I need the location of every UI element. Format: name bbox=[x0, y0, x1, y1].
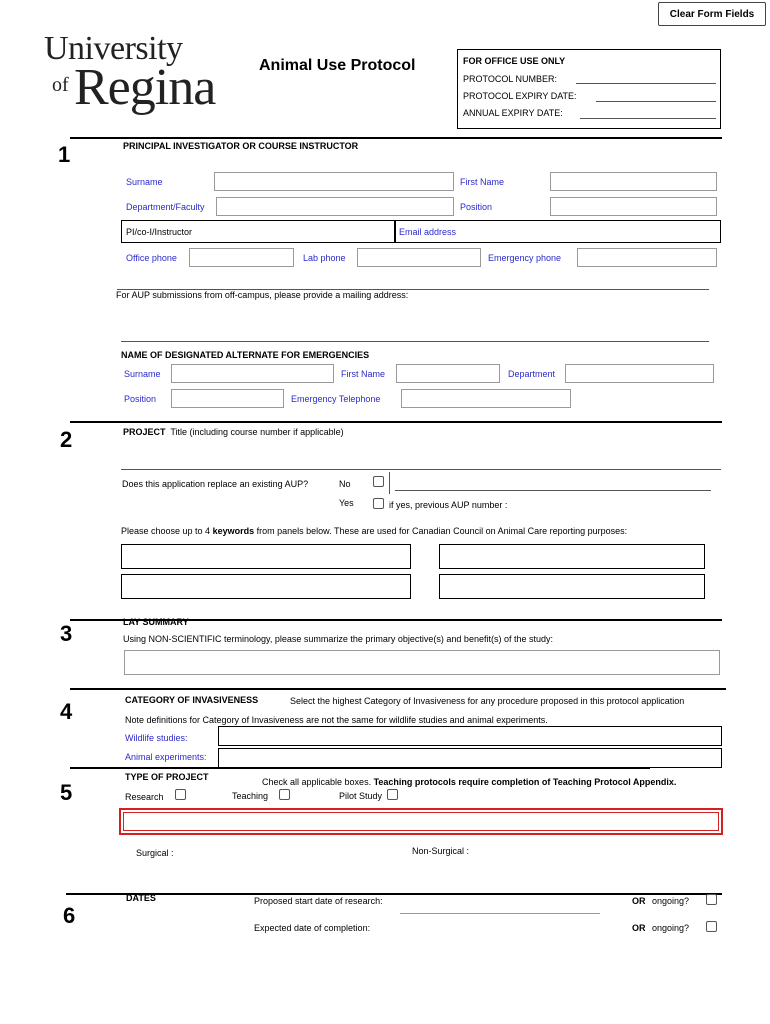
pi-position-input[interactable] bbox=[550, 197, 717, 216]
alt-emergency-tel-input[interactable] bbox=[401, 389, 571, 408]
teaching-label: Teaching bbox=[232, 791, 269, 801]
keywords-pre: Please choose up to 4 bbox=[121, 526, 213, 536]
section-number-6: 6 bbox=[63, 903, 76, 928]
logo-line2: Regina bbox=[74, 59, 216, 116]
alt-position-input[interactable] bbox=[171, 389, 284, 408]
replace-divider bbox=[389, 472, 390, 494]
pilot-study-checkbox[interactable] bbox=[387, 789, 398, 800]
project-title-hint: Title (including course number if applicable) bbox=[170, 427, 344, 437]
section-number-5: 5 bbox=[60, 780, 73, 805]
project-label: PROJECT bbox=[123, 427, 166, 437]
project-title-rule bbox=[121, 469, 721, 470]
invasiveness-heading: CATEGORY OF INVASIVENESS bbox=[125, 695, 259, 705]
pi-email-input[interactable] bbox=[395, 220, 721, 243]
animal-experiments-label: Animal experiments: bbox=[125, 752, 207, 762]
keyword-select-4[interactable] bbox=[439, 574, 705, 599]
project-type-instruction bbox=[262, 777, 676, 787]
office-use-box bbox=[457, 49, 721, 129]
start-or: OR bbox=[632, 896, 646, 906]
keywords-bold: keywords bbox=[212, 526, 255, 536]
mailing-bottom-rule bbox=[121, 341, 709, 342]
emergency-phone-label: Emergency phone bbox=[488, 253, 562, 263]
pi-department-input[interactable] bbox=[216, 197, 454, 216]
lay-summary-prompt: Using NON-SCIENTIFIC terminology, please summarize the primary objective(s) and benefit(s) of the study: bbox=[123, 634, 553, 644]
alt-surname-label: Surname bbox=[124, 369, 161, 379]
office-phone-input[interactable] bbox=[189, 248, 294, 267]
wildlife-select[interactable] bbox=[218, 726, 722, 746]
start-date-input[interactable] bbox=[400, 900, 600, 914]
completion-date-label: Expected date of completion: bbox=[254, 923, 371, 933]
lab-phone-input[interactable] bbox=[357, 248, 481, 267]
replace-rule bbox=[395, 490, 711, 491]
project-type-pre: Check all applicable boxes. bbox=[262, 777, 374, 787]
alt-first-name-input[interactable] bbox=[396, 364, 500, 383]
keyword-select-3[interactable] bbox=[121, 574, 411, 599]
alt-emergency-tel-label: Emergency Telephone bbox=[291, 394, 381, 404]
project-type-bold: Teaching protocols require completion of Teaching Protocol Appendix. bbox=[373, 777, 677, 787]
completion-ongoing-checkbox[interactable] bbox=[706, 921, 717, 932]
section-5-rule bbox=[70, 767, 650, 769]
keywords-post: from panels below. These are used for Canadian Council on Animal Care reporting purposes: bbox=[254, 526, 628, 536]
mailing-address-input[interactable] bbox=[117, 301, 709, 341]
alt-position-label: Position bbox=[124, 394, 157, 404]
lay-summary-input[interactable] bbox=[124, 650, 720, 675]
mailing-note: For AUP submissions from off-campus, please provide a mailing address: bbox=[116, 290, 409, 300]
pi-email-label: Email address bbox=[399, 227, 457, 237]
logo-of: of bbox=[52, 74, 69, 96]
invasiveness-instruction: Select the highest Category of Invasiveness for any procedure proposed in this protocol application bbox=[290, 696, 685, 706]
start-date-label: Proposed start date of research: bbox=[254, 896, 383, 906]
pilot-study-label: Pilot Study bbox=[339, 791, 383, 801]
prev-aup-label: if yes, previous AUP number : bbox=[389, 500, 508, 510]
pi-first-name-input[interactable] bbox=[550, 172, 717, 191]
lay-summary-heading: LAY SUMMARY bbox=[123, 617, 189, 627]
replace-no-label: No bbox=[339, 479, 351, 489]
teaching-checkbox[interactable] bbox=[279, 789, 290, 800]
logo-line1: University bbox=[44, 30, 183, 67]
alt-department-input[interactable] bbox=[565, 364, 714, 383]
pi-department-label: Department/Faculty bbox=[126, 202, 205, 212]
section-number-3: 3 bbox=[60, 621, 73, 646]
clear-form-button[interactable]: Clear Form Fields bbox=[658, 2, 766, 26]
project-type-required-input[interactable] bbox=[119, 808, 723, 835]
office-phone-label: Office phone bbox=[126, 253, 177, 263]
replace-no-checkbox[interactable] bbox=[373, 476, 384, 487]
pi-role-select[interactable] bbox=[121, 220, 395, 243]
replace-question: Does this application replace an existing AUP? bbox=[122, 479, 309, 489]
keyword-select-1[interactable] bbox=[121, 544, 411, 569]
section-number-4: 4 bbox=[60, 699, 73, 724]
protocol-number-field[interactable] bbox=[576, 83, 716, 84]
research-label: Research bbox=[125, 792, 164, 802]
pi-role-value: PI/co-I/Instructor bbox=[126, 227, 193, 237]
section-number-1: 1 bbox=[58, 142, 71, 167]
emergency-phone-input[interactable] bbox=[577, 248, 717, 267]
section-1-rule bbox=[70, 137, 722, 139]
pi-heading: PRINCIPAL INVESTIGATOR OR COURSE INSTRUCTOR bbox=[123, 141, 359, 151]
replace-yes-checkbox[interactable] bbox=[373, 498, 384, 509]
alternate-heading: NAME OF DESIGNATED ALTERNATE FOR EMERGENCIES bbox=[121, 350, 370, 360]
replace-yes-label: Yes bbox=[339, 498, 354, 508]
pi-surname-input[interactable] bbox=[214, 172, 454, 191]
wildlife-label: Wildlife studies: bbox=[125, 733, 188, 743]
alt-department-label: Department bbox=[508, 369, 556, 379]
research-checkbox[interactable] bbox=[175, 789, 186, 800]
alt-first-name-label: First Name bbox=[341, 369, 386, 379]
pi-first-name-label: First Name bbox=[460, 177, 505, 187]
protocol-expiry-field[interactable] bbox=[596, 101, 716, 102]
section-4-rule bbox=[70, 688, 726, 690]
lab-phone-label: Lab phone bbox=[303, 253, 346, 263]
protocol-expiry-label: PROTOCOL EXPIRY DATE: bbox=[463, 91, 577, 101]
animal-experiments-select[interactable] bbox=[218, 748, 722, 768]
document-title: Animal Use Protocol bbox=[259, 57, 416, 74]
completion-ongoing-label: ongoing? bbox=[652, 923, 690, 933]
completion-date-input[interactable] bbox=[390, 920, 600, 934]
non-surgical-label: Non-Surgical : bbox=[412, 846, 470, 856]
project-title-input[interactable] bbox=[121, 440, 721, 468]
section-number-2: 2 bbox=[60, 427, 73, 452]
surgical-label: Surgical : bbox=[136, 848, 174, 858]
dates-heading: DATES bbox=[126, 893, 156, 903]
project-title-label bbox=[123, 427, 344, 437]
non-surgical-input[interactable] bbox=[478, 842, 718, 858]
project-type-heading: TYPE OF PROJECT bbox=[125, 772, 209, 782]
annual-expiry-label: ANNUAL EXPIRY DATE: bbox=[463, 108, 563, 118]
protocol-number-label: PROTOCOL NUMBER: bbox=[463, 74, 558, 84]
university-logo bbox=[44, 30, 224, 114]
section-2-rule bbox=[70, 421, 722, 423]
section-6-rule bbox=[66, 893, 722, 895]
start-date-rule bbox=[400, 913, 600, 914]
start-ongoing-label: ongoing? bbox=[652, 896, 690, 906]
invasiveness-note: Note definitions for Category of Invasiveness are not the same for wildlife studies and animal experiments. bbox=[125, 715, 548, 725]
office-title: FOR OFFICE USE ONLY bbox=[463, 56, 566, 66]
keywords-instruction bbox=[121, 526, 627, 536]
surgical-input[interactable] bbox=[178, 844, 398, 860]
alt-surname-input[interactable] bbox=[171, 364, 334, 383]
annual-expiry-field[interactable] bbox=[580, 118, 716, 119]
start-ongoing-checkbox[interactable] bbox=[706, 894, 717, 905]
keyword-select-2[interactable] bbox=[439, 544, 705, 569]
pi-position-label: Position bbox=[460, 202, 493, 212]
pi-surname-label: Surname bbox=[126, 177, 163, 187]
completion-or: OR bbox=[632, 923, 646, 933]
